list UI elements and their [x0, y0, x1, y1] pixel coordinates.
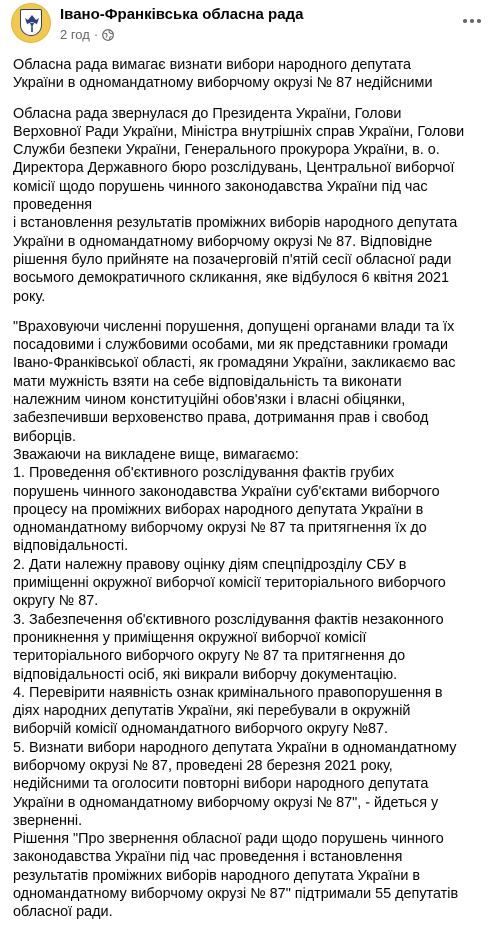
- globe-icon[interactable]: [102, 29, 114, 41]
- post-timestamp[interactable]: 2 год: [60, 27, 90, 42]
- post-header-text: [60, 3, 303, 43]
- more-horizontal-icon[interactable]: [457, 6, 487, 36]
- coat-of-arms-icon: [20, 9, 42, 36]
- more-dot: [463, 19, 467, 23]
- post-header: [11, 3, 303, 43]
- post-body: [13, 56, 487, 922]
- page-name-link[interactable]: Івано-Франківська обласна рада: [60, 6, 304, 23]
- post-paragraph-appeal: "Враховуючи численні порушення, допущені органами влади та їх посадовими і службовими особами, ми як представники громади Івано-Франківської області, як громадяни України, закликаємо вас мати мужність взяти на себе відповідальність та виконати належним чином конституційні обов'язки і власні обіцянки, забезпечивши верховенство права, дотримання прав і свобод виборців. Зважаючи на викладене вище, вимагаємо: 1. Проведення об'єктивного розслідування фактів грубих порушень чинного законодавства України суб'єктами виборчого процесу на проміжних виборах народного депутата України в одномандатному виборчому окрузі № 87 та притягнення їх до відповідальності. 2. Дати належну правову оцінку діям спецпідрозділу СБУ в приміщенні окружної виборчої комісії територіального виборчого округу № 87. 3. Забезпечення об'єктивного розслідування фактів незаконного проникнення у приміщення окружної виборчої комісії територіального виборчого округу № 87 та притягнення до відповідальності осіб, які викрали виборчу документацію. 4. Перевірити наявність ознак кримінального правопорушення в діях народних депутатів України, які перебували в окружній виборчій комісії одномандатного виборчого округу №87. 5. Визнати вибори народного депутата України в одномандатному виборчому окрузі № 87, проведені 28 березня 2021 року, недійсними та оголосити повторні вибори народного депутата України в одномандатному виборчому окрузі № 87", - йдеться у зверненні. Рішення "Про звернення обласної ради щодо порушень чинного законодавства України під час проведення і встановлення результатів проміжних виборів народного депутата України в одномандатному виборчому окрузі № 87" підтримали 55 депутатів обласної ради.: [13, 318, 459, 921]
- post-paragraph-summary: Обласна рада звернулася до Президента України, Голови Верховної Ради України, Міністра внутрішніх справ України, Голови Служби безпеки України, Генерального прокурора України, в. о. Директора Державного бюро розслідувань, Центральної виборчої комісії щодо порушень чинного законодавства України під час проведення і встановлення результатів проміжних виборів народного депутата України в одномандатному виборчому окрузі № 87. Відповідне рішення було прийняте на позачерговій п'ятій сесії обласної ради восьмого демократичного скликання, яке відбулося 6 квітня 2021 року.: [13, 105, 465, 305]
- post-meta: [60, 26, 303, 43]
- meta-separator: ·: [93, 27, 99, 42]
- more-dot: [470, 19, 474, 23]
- page-avatar[interactable]: [11, 3, 51, 43]
- more-dot: [477, 19, 481, 23]
- post-paragraph-headline: Обласна рада вимагає визнати вибори народного депутата України в одномандатному виборчому окрузі № 87 недійсними: [13, 57, 433, 92]
